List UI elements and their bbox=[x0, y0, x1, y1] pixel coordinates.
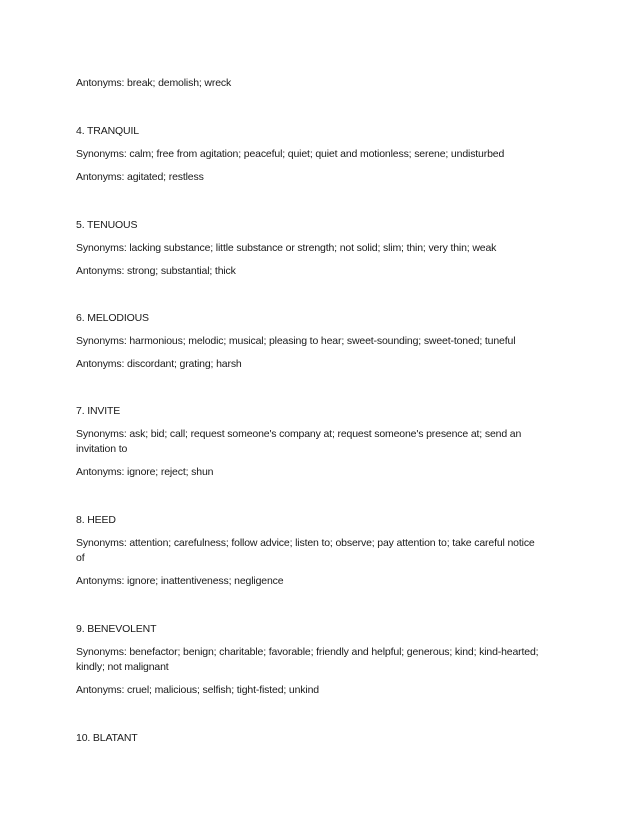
entry-synonyms-tenuous: Synonyms: lacking substance; little substance or strength; not solid; slim; thin; very thin; weak bbox=[76, 242, 497, 254]
entry-synonyms-benevolent-line1: Synonyms: benefactor; benign; charitable; favorable; friendly and helpful; generous; kind; kind-hearted; bbox=[76, 646, 539, 658]
entry-synonyms-heed-line1: Synonyms: attention; carefulness; follow advice; listen to; observe; pay attention to; take careful notice bbox=[76, 537, 535, 549]
entry-heading-blatant: 10. BLATANT bbox=[76, 732, 138, 744]
entry-heading-tranquil: 4. TRANQUIL bbox=[76, 125, 139, 137]
entry-synonyms-invite-line2: invitation to bbox=[76, 443, 128, 455]
entry-heading-melodious: 6. MELODIOUS bbox=[76, 312, 149, 324]
entry-heading-invite: 7. INVITE bbox=[76, 405, 121, 417]
entry-antonyms-tranquil: Antonyms: agitated; restless bbox=[76, 171, 204, 183]
entry-antonyms-tenuous: Antonyms: strong; substantial; thick bbox=[76, 265, 236, 277]
entry-heading-heed: 8. HEED bbox=[76, 514, 116, 526]
entry-synonyms-tranquil: Synonyms: calm; free from agitation; peaceful; quiet; quiet and motionless; serene; undisturbed bbox=[76, 148, 505, 160]
entry-antonyms-invite: Antonyms: ignore; reject; shun bbox=[76, 466, 214, 478]
entry-synonyms-heed-line2: of bbox=[76, 552, 85, 564]
intro-antonyms: Antonyms: break; demolish; wreck bbox=[76, 77, 232, 89]
entry-synonyms-melodious: Synonyms: harmonious; melodic; musical; pleasing to hear; sweet-sounding; sweet-toned; tuneful bbox=[76, 335, 516, 347]
entry-antonyms-heed: Antonyms: ignore; inattentiveness; negligence bbox=[76, 575, 284, 587]
entry-antonyms-melodious: Antonyms: discordant; grating; harsh bbox=[76, 358, 242, 370]
entry-antonyms-benevolent: Antonyms: cruel; malicious; selfish; tight-fisted; unkind bbox=[76, 684, 319, 696]
entry-heading-tenuous: 5. TENUOUS bbox=[76, 219, 138, 231]
entry-synonyms-benevolent-line2: kindly; not malignant bbox=[76, 661, 169, 673]
entry-synonyms-invite-line1: Synonyms: ask; bid; call; request someone's company at; request someone's presence at; send an bbox=[76, 428, 522, 440]
entry-heading-benevolent: 9. BENEVOLENT bbox=[76, 623, 157, 635]
